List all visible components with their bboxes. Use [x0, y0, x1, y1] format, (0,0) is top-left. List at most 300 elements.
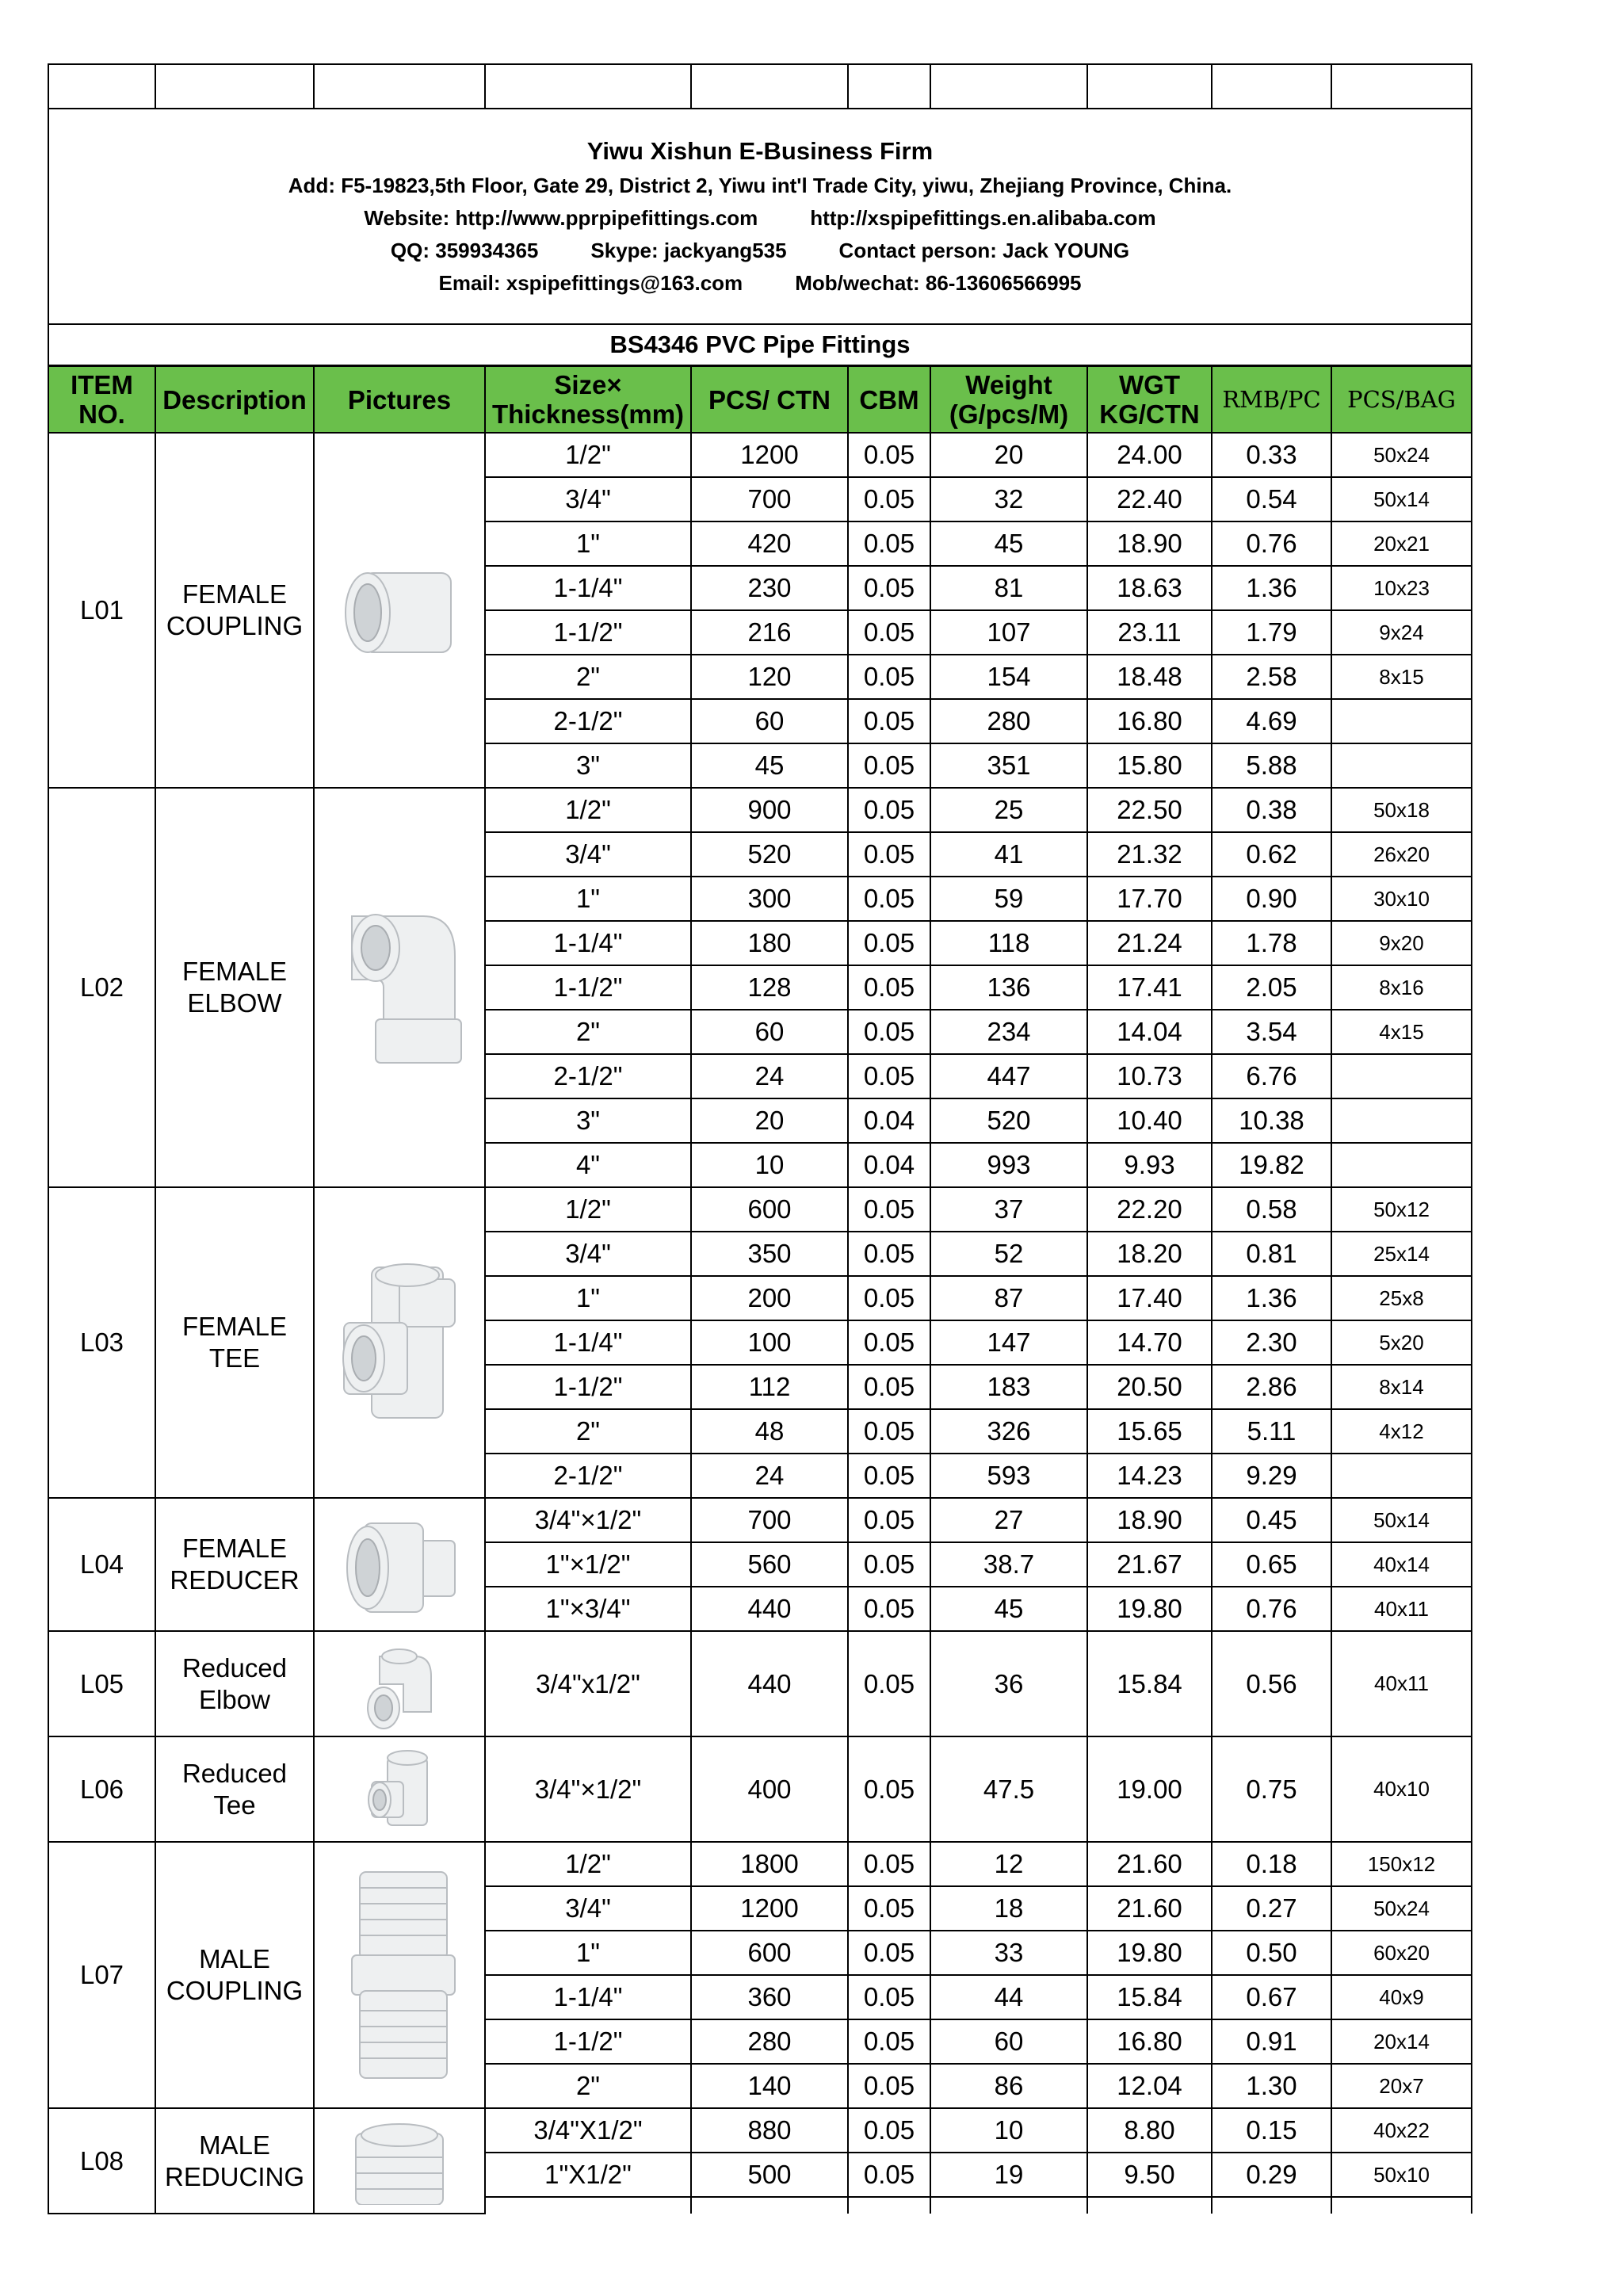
- cell-pcs-bag: 40x11: [1331, 1587, 1472, 1631]
- table-row: [48, 1631, 1472, 1736]
- firm-address: Add: F5-19823,5th Floor, Gate 29, District 2, Yiwu int'l Trade City, yiwu, Zhejiang Province, China.: [288, 174, 1232, 197]
- cell-pcs-bag: 30x10: [1331, 877, 1472, 921]
- cell-weight: 154: [930, 655, 1087, 699]
- cell-pcs-bag: 9x24: [1331, 610, 1472, 655]
- cell-cbm: 0.05: [848, 1454, 930, 1498]
- cell-size: 4": [485, 1143, 691, 1187]
- firm-websites: [49, 202, 1471, 235]
- cell-weight: 86: [930, 2064, 1087, 2108]
- cell-size: 1-1/4": [485, 921, 691, 965]
- cell-wgt-kg-ctn: 15.65: [1087, 1409, 1212, 1454]
- cell-pcs-bag: 50x24: [1331, 433, 1472, 477]
- cell-size: 3/4"X1/2": [485, 2108, 691, 2153]
- description-line-1: FEMALE: [181, 1312, 288, 1341]
- cell-wgt-kg-ctn: 12.04: [1087, 2064, 1212, 2108]
- cell-rmb-pc: 1.79: [1212, 610, 1331, 655]
- cell-size: 3/4": [485, 477, 691, 521]
- description-line-1: MALE: [199, 2130, 270, 2160]
- cell-cbm: 0.05: [848, 1842, 930, 1886]
- female-elbow-icon: [314, 788, 485, 1187]
- cell-weight: 60: [930, 2019, 1087, 2064]
- cell-weight: 27: [930, 1498, 1087, 1542]
- cell-weight: 36: [930, 1631, 1087, 1736]
- cell-wgt-kg-ctn: 21.60: [1087, 1842, 1212, 1886]
- item-number: L08: [48, 2108, 155, 2214]
- cell-pcs-bag: 20x7: [1331, 2064, 1472, 2108]
- cell-pcs-ctn: 48: [691, 1409, 848, 1454]
- cell-pcs-ctn: 1800: [691, 1842, 848, 1886]
- col-weight: Weight (G/pcs/M): [930, 366, 1087, 434]
- cell-size: 2-1/2": [485, 1454, 691, 1498]
- cell-size: 1-1/4": [485, 1975, 691, 2019]
- cell-cbm: 0.04: [848, 1098, 930, 1143]
- table-title-row: [48, 324, 1472, 366]
- cell-cbm: 0.05: [848, 1232, 930, 1276]
- cell-pcs-bag: [1331, 743, 1472, 788]
- item-description: [155, 1842, 314, 2108]
- col-description: Description: [155, 366, 314, 434]
- cell-cbm: 0.05: [848, 1187, 930, 1232]
- cell-rmb-pc: 4.69: [1212, 699, 1331, 743]
- col-pcs-bag: PCS/BAG: [1331, 366, 1472, 434]
- cell-pcs-bag: 20x14: [1331, 2019, 1472, 2064]
- cell-pcs-bag: 50x24: [1331, 1886, 1472, 1931]
- item-description: [155, 2108, 314, 2214]
- cell-cbm: 0.05: [848, 921, 930, 965]
- cell-size: 3/4"×1/2": [485, 1736, 691, 1842]
- cell-cbm: 0.05: [848, 477, 930, 521]
- cell-pcs-ctn: 420: [691, 521, 848, 566]
- description-line-2: Elbow: [199, 1684, 270, 1714]
- cell-cbm: 0.04: [848, 1143, 930, 1187]
- cell-pcs-ctn: 1200: [691, 1886, 848, 1931]
- cell-size: 2": [485, 1010, 691, 1054]
- cell-pcs-bag: 8x16: [1331, 965, 1472, 1010]
- firm-email-mobile: [49, 267, 1471, 300]
- cell-rmb-pc: 0.33: [1212, 433, 1331, 477]
- cell-size: 1": [485, 1931, 691, 1975]
- description-line-2: Tee: [213, 1790, 256, 1820]
- col-cbm: CBM: [848, 366, 930, 434]
- cell-weight: 47.5: [930, 1736, 1087, 1842]
- cell-rmb-pc: 0.91: [1212, 2019, 1331, 2064]
- cell-pcs-ctn: 60: [691, 1010, 848, 1054]
- cell-wgt-kg-ctn: 8.80: [1087, 2108, 1212, 2153]
- cell-rmb-pc: 0.29: [1212, 2153, 1331, 2197]
- cell-size: 1/2": [485, 1187, 691, 1232]
- cell-pcs-ctn: 600: [691, 1931, 848, 1975]
- cell-pcs-bag: 50x10: [1331, 2153, 1472, 2197]
- cell-pcs-bag: 50x12: [1331, 1187, 1472, 1232]
- cell-pcs-bag: [1331, 1054, 1472, 1098]
- cell-rmb-pc: 0.81: [1212, 1232, 1331, 1276]
- cell-pcs-bag: 40x11: [1331, 1631, 1472, 1736]
- cell-rmb-pc: 0.75: [1212, 1736, 1331, 1842]
- cell-cbm: 0.05: [848, 1931, 930, 1975]
- cell-rmb-pc: 0.38: [1212, 788, 1331, 832]
- cell-cbm: 0.05: [848, 1886, 930, 1931]
- cell-size: 2": [485, 655, 691, 699]
- cell-cbm: 0.05: [848, 2153, 930, 2197]
- cell-rmb-pc: 0.76: [1212, 521, 1331, 566]
- cell-size: 1": [485, 521, 691, 566]
- cell-size: 3/4": [485, 832, 691, 877]
- cell-rmb-pc: 5.11: [1212, 1409, 1331, 1454]
- cell-weight: 183: [930, 1365, 1087, 1409]
- cell-wgt-kg-ctn: 19.80: [1087, 1587, 1212, 1631]
- description-line-1: FEMALE: [181, 579, 288, 609]
- col-wgt: WGT KG/CTN: [1087, 366, 1212, 434]
- table-row: [48, 433, 1472, 477]
- cell-cbm: 0.05: [848, 521, 930, 566]
- cell-pcs-ctn: 20: [691, 1098, 848, 1143]
- item-description: [155, 1631, 314, 1736]
- col-pictures: Pictures: [314, 366, 485, 434]
- cell-cbm: 0.05: [848, 1587, 930, 1631]
- cell-pcs-ctn: 900: [691, 788, 848, 832]
- cell-weight: 52: [930, 1232, 1087, 1276]
- cell-pcs-ctn: 10: [691, 1143, 848, 1187]
- cell-wgt-kg-ctn: 17.70: [1087, 877, 1212, 921]
- cell-rmb-pc: 2.58: [1212, 655, 1331, 699]
- cell-wgt-kg-ctn: 19.80: [1087, 1931, 1212, 1975]
- cell-pcs-ctn: 180: [691, 921, 848, 965]
- cell-rmb-pc: 2.30: [1212, 1320, 1331, 1365]
- cell-wgt-kg-ctn: 22.50: [1087, 788, 1212, 832]
- clipped-cell: [848, 2197, 930, 2214]
- cell-cbm: 0.05: [848, 2019, 930, 2064]
- description-line-1: MALE: [199, 1944, 270, 1973]
- cell-size: 1-1/2": [485, 1365, 691, 1409]
- cell-pcs-ctn: 520: [691, 832, 848, 877]
- cell-pcs-bag: 50x14: [1331, 1498, 1472, 1542]
- item-number: L05: [48, 1631, 155, 1736]
- cell-cbm: 0.05: [848, 699, 930, 743]
- cell-pcs-ctn: 350: [691, 1232, 848, 1276]
- cell-pcs-ctn: 300: [691, 877, 848, 921]
- cell-rmb-pc: 1.36: [1212, 566, 1331, 610]
- price-sheet: [48, 63, 1471, 2214]
- cell-weight: 118: [930, 921, 1087, 965]
- cell-wgt-kg-ctn: 18.48: [1087, 655, 1212, 699]
- cell-rmb-pc: 10.38: [1212, 1098, 1331, 1143]
- cell-size: 1/2": [485, 433, 691, 477]
- female-reducer-icon: [314, 1498, 485, 1631]
- cell-weight: 351: [930, 743, 1087, 788]
- cell-weight: 520: [930, 1098, 1087, 1143]
- table-row: [48, 1187, 1472, 1232]
- item-description: [155, 788, 314, 1187]
- cell-wgt-kg-ctn: 10.73: [1087, 1054, 1212, 1098]
- item-number: L04: [48, 1498, 155, 1631]
- cell-cbm: 0.05: [848, 1542, 930, 1587]
- company-header-row: [48, 109, 1472, 324]
- cell-weight: 33: [930, 1931, 1087, 1975]
- cell-size: 3/4": [485, 1886, 691, 1931]
- cell-weight: 20: [930, 433, 1087, 477]
- cell-pcs-ctn: 230: [691, 566, 848, 610]
- cell-wgt-kg-ctn: 21.24: [1087, 921, 1212, 965]
- cell-weight: 45: [930, 1587, 1087, 1631]
- item-number: L01: [48, 433, 155, 788]
- cell-cbm: 0.05: [848, 743, 930, 788]
- description-line-1: Reduced: [181, 1758, 288, 1788]
- cell-rmb-pc: 0.67: [1212, 1975, 1331, 2019]
- cell-cbm: 0.05: [848, 1975, 930, 2019]
- cell-wgt-kg-ctn: 18.20: [1087, 1232, 1212, 1276]
- cell-cbm: 0.05: [848, 1498, 930, 1542]
- cell-pcs-bag: [1331, 699, 1472, 743]
- cell-pcs-ctn: 112: [691, 1365, 848, 1409]
- cell-pcs-ctn: 45: [691, 743, 848, 788]
- cell-size: 1-1/4": [485, 1320, 691, 1365]
- cell-pcs-bag: 40x9: [1331, 1975, 1472, 2019]
- cell-wgt-kg-ctn: 22.20: [1087, 1187, 1212, 1232]
- reduced-tee-icon: [314, 1736, 485, 1842]
- col-pcs-ctn: PCS/ CTN: [691, 366, 848, 434]
- cell-rmb-pc: 0.58: [1212, 1187, 1331, 1232]
- cell-pcs-ctn: 24: [691, 1054, 848, 1098]
- cell-pcs-ctn: 700: [691, 1498, 848, 1542]
- cell-pcs-bag: 26x20: [1331, 832, 1472, 877]
- cell-rmb-pc: 2.05: [1212, 965, 1331, 1010]
- cell-weight: 45: [930, 521, 1087, 566]
- cell-weight: 326: [930, 1409, 1087, 1454]
- cell-wgt-kg-ctn: 17.41: [1087, 965, 1212, 1010]
- cell-weight: 37: [930, 1187, 1087, 1232]
- cell-weight: 107: [930, 610, 1087, 655]
- cell-wgt-kg-ctn: 10.40: [1087, 1098, 1212, 1143]
- female-coupling-icon: [314, 433, 485, 788]
- cell-pcs-bag: 60x20: [1331, 1931, 1472, 1975]
- cell-weight: 44: [930, 1975, 1087, 2019]
- cell-pcs-bag: 5x20: [1331, 1320, 1472, 1365]
- website-link[interactable]: Website: http://www.pprpipefittings.com: [364, 206, 758, 230]
- item-number: L07: [48, 1842, 155, 2108]
- cell-size: 3/4"x1/2": [485, 1631, 691, 1736]
- clipped-cell: [485, 2197, 691, 2214]
- contact-person: Contact person: Jack YOUNG: [838, 239, 1130, 262]
- cell-size: 1": [485, 877, 691, 921]
- cell-rmb-pc: 0.65: [1212, 1542, 1331, 1587]
- cell-cbm: 0.05: [848, 1631, 930, 1736]
- cell-wgt-kg-ctn: 14.04: [1087, 1010, 1212, 1054]
- company-header: [48, 109, 1472, 324]
- cell-cbm: 0.05: [848, 1010, 930, 1054]
- table-row: [48, 2108, 1472, 2153]
- col-item-no: ITEM NO.: [48, 366, 155, 434]
- cell-pcs-bag: 10x23: [1331, 566, 1472, 610]
- cell-weight: 32: [930, 477, 1087, 521]
- description-line-2: ELBOW: [187, 988, 282, 1018]
- cell-weight: 136: [930, 965, 1087, 1010]
- cell-cbm: 0.05: [848, 832, 930, 877]
- cell-cbm: 0.05: [848, 433, 930, 477]
- description-line-1: FEMALE: [181, 1534, 288, 1563]
- cell-wgt-kg-ctn: 16.80: [1087, 699, 1212, 743]
- cell-pcs-ctn: 500: [691, 2153, 848, 2197]
- cell-size: 2": [485, 2064, 691, 2108]
- cell-wgt-kg-ctn: 18.90: [1087, 1498, 1212, 1542]
- cell-wgt-kg-ctn: 18.90: [1087, 521, 1212, 566]
- cell-pcs-ctn: 1200: [691, 433, 848, 477]
- cell-pcs-bag: 4x12: [1331, 1409, 1472, 1454]
- cell-rmb-pc: 1.78: [1212, 921, 1331, 965]
- cell-rmb-pc: 9.29: [1212, 1454, 1331, 1498]
- cell-pcs-bag: 40x22: [1331, 2108, 1472, 2153]
- price-table: [48, 63, 1472, 2214]
- cell-rmb-pc: 3.54: [1212, 1010, 1331, 1054]
- description-line-1: Reduced: [181, 1652, 288, 1683]
- qq-number: QQ: 359934365: [390, 239, 539, 262]
- cell-cbm: 0.05: [848, 1365, 930, 1409]
- cell-pcs-ctn: 360: [691, 1975, 848, 2019]
- cell-pcs-ctn: 120: [691, 655, 848, 699]
- cell-wgt-kg-ctn: 24.00: [1087, 433, 1212, 477]
- cell-cbm: 0.05: [848, 566, 930, 610]
- cell-rmb-pc: 1.30: [1212, 2064, 1331, 2108]
- cell-size: 2-1/2": [485, 1054, 691, 1098]
- cell-weight: 593: [930, 1454, 1087, 1498]
- cell-size: 2": [485, 1409, 691, 1454]
- item-number: L06: [48, 1736, 155, 1842]
- cell-pcs-bag: 8x14: [1331, 1365, 1472, 1409]
- cell-wgt-kg-ctn: 9.93: [1087, 1143, 1212, 1187]
- cell-size: 1-1/2": [485, 610, 691, 655]
- cell-pcs-ctn: 440: [691, 1631, 848, 1736]
- col-rmb-pc: RMB/PC: [1212, 366, 1331, 434]
- alibaba-link[interactable]: http://xspipefittings.en.alibaba.com: [810, 206, 1156, 230]
- item-number: L02: [48, 788, 155, 1187]
- cell-rmb-pc: 5.88: [1212, 743, 1331, 788]
- cell-pcs-bag: 8x15: [1331, 655, 1472, 699]
- description-line-2: REDUCING: [164, 2161, 304, 2191]
- cell-weight: 87: [930, 1276, 1087, 1320]
- cell-weight: 25: [930, 788, 1087, 832]
- cell-cbm: 0.05: [848, 1276, 930, 1320]
- cell-rmb-pc: 6.76: [1212, 1054, 1331, 1098]
- cell-pcs-bag: [1331, 1454, 1472, 1498]
- item-description: [155, 1736, 314, 1842]
- cell-size: 1/2": [485, 788, 691, 832]
- cell-rmb-pc: 0.15: [1212, 2108, 1331, 2153]
- cell-weight: 18: [930, 1886, 1087, 1931]
- cell-size: 1/2": [485, 1842, 691, 1886]
- cell-pcs-bag: 20x21: [1331, 521, 1472, 566]
- cell-pcs-bag: 25x8: [1331, 1276, 1472, 1320]
- cell-pcs-bag: 50x14: [1331, 477, 1472, 521]
- cell-weight: 19: [930, 2153, 1087, 2197]
- empty-top-row: [48, 64, 1472, 109]
- cell-rmb-pc: 0.45: [1212, 1498, 1331, 1542]
- cell-rmb-pc: 19.82: [1212, 1143, 1331, 1187]
- cell-size: 2-1/2": [485, 699, 691, 743]
- table-row: [48, 788, 1472, 832]
- cell-weight: 993: [930, 1143, 1087, 1187]
- cell-wgt-kg-ctn: 15.80: [1087, 743, 1212, 788]
- cell-wgt-kg-ctn: 21.60: [1087, 1886, 1212, 1931]
- cell-wgt-kg-ctn: 14.23: [1087, 1454, 1212, 1498]
- cell-rmb-pc: 1.36: [1212, 1276, 1331, 1320]
- table-row: [48, 1498, 1472, 1542]
- item-number: L03: [48, 1187, 155, 1498]
- male-reducing-coupling-icon: [314, 2108, 485, 2214]
- cell-pcs-ctn: 200: [691, 1276, 848, 1320]
- cell-wgt-kg-ctn: 22.40: [1087, 477, 1212, 521]
- reduced-elbow-icon: [314, 1631, 485, 1736]
- cell-pcs-ctn: 280: [691, 2019, 848, 2064]
- col-size: Size× Thickness(mm): [485, 366, 691, 434]
- cell-size: 1": [485, 1276, 691, 1320]
- description-line-2: REDUCER: [170, 1565, 300, 1595]
- male-coupling-icon: [314, 1842, 485, 2108]
- cell-size: 3/4": [485, 1232, 691, 1276]
- cell-cbm: 0.05: [848, 610, 930, 655]
- cell-wgt-kg-ctn: 20.50: [1087, 1365, 1212, 1409]
- cell-size: 1"×3/4": [485, 1587, 691, 1631]
- description-line-2: COUPLING: [166, 611, 304, 640]
- cell-pcs-ctn: 560: [691, 1542, 848, 1587]
- cell-pcs-bag: 9x20: [1331, 921, 1472, 965]
- cell-wgt-kg-ctn: 18.63: [1087, 566, 1212, 610]
- item-description: [155, 433, 314, 788]
- cell-cbm: 0.05: [848, 2064, 930, 2108]
- cell-cbm: 0.05: [848, 2108, 930, 2153]
- cell-cbm: 0.05: [848, 655, 930, 699]
- firm-name: Yiwu Xishun E-Business Firm: [586, 137, 934, 165]
- cell-weight: 59: [930, 877, 1087, 921]
- cell-pcs-bag: 40x10: [1331, 1736, 1472, 1842]
- cell-cbm: 0.05: [848, 788, 930, 832]
- description-line-1: FEMALE: [181, 957, 288, 986]
- female-tee-icon: [314, 1187, 485, 1498]
- cell-wgt-kg-ctn: 15.84: [1087, 1975, 1212, 2019]
- cell-wgt-kg-ctn: 21.32: [1087, 832, 1212, 877]
- cell-weight: 41: [930, 832, 1087, 877]
- cell-cbm: 0.05: [848, 1736, 930, 1842]
- cell-rmb-pc: 0.62: [1212, 832, 1331, 877]
- cell-size: 1-1/2": [485, 965, 691, 1010]
- cell-size: 3/4"×1/2": [485, 1498, 691, 1542]
- cell-wgt-kg-ctn: 16.80: [1087, 2019, 1212, 2064]
- cell-weight: 12: [930, 1842, 1087, 1886]
- cell-weight: 81: [930, 566, 1087, 610]
- skype-id: Skype: jackyang535: [590, 239, 787, 262]
- clipped-cell: [691, 2197, 848, 2214]
- cell-rmb-pc: 0.56: [1212, 1631, 1331, 1736]
- cell-pcs-ctn: 60: [691, 699, 848, 743]
- cell-size: 1-1/4": [485, 566, 691, 610]
- cell-pcs-ctn: 440: [691, 1587, 848, 1631]
- clipped-cell: [1212, 2197, 1331, 2214]
- cell-weight: 38.7: [930, 1542, 1087, 1587]
- cell-pcs-ctn: 700: [691, 477, 848, 521]
- cell-rmb-pc: 0.90: [1212, 877, 1331, 921]
- cell-pcs-ctn: 216: [691, 610, 848, 655]
- cell-pcs-bag: 25x14: [1331, 1232, 1472, 1276]
- cell-size: 1-1/2": [485, 2019, 691, 2064]
- description-line-2: TEE: [208, 1343, 261, 1373]
- cell-weight: 10: [930, 2108, 1087, 2153]
- cell-wgt-kg-ctn: 14.70: [1087, 1320, 1212, 1365]
- cell-pcs-ctn: 140: [691, 2064, 848, 2108]
- cell-cbm: 0.05: [848, 1320, 930, 1365]
- cell-size: 3": [485, 1098, 691, 1143]
- email-address[interactable]: Email: xspipefittings@163.com: [438, 271, 743, 295]
- cell-rmb-pc: 0.27: [1212, 1886, 1331, 1931]
- cell-pcs-ctn: 400: [691, 1736, 848, 1842]
- mobile-number: Mob/wechat: 86-13606566995: [795, 271, 1082, 295]
